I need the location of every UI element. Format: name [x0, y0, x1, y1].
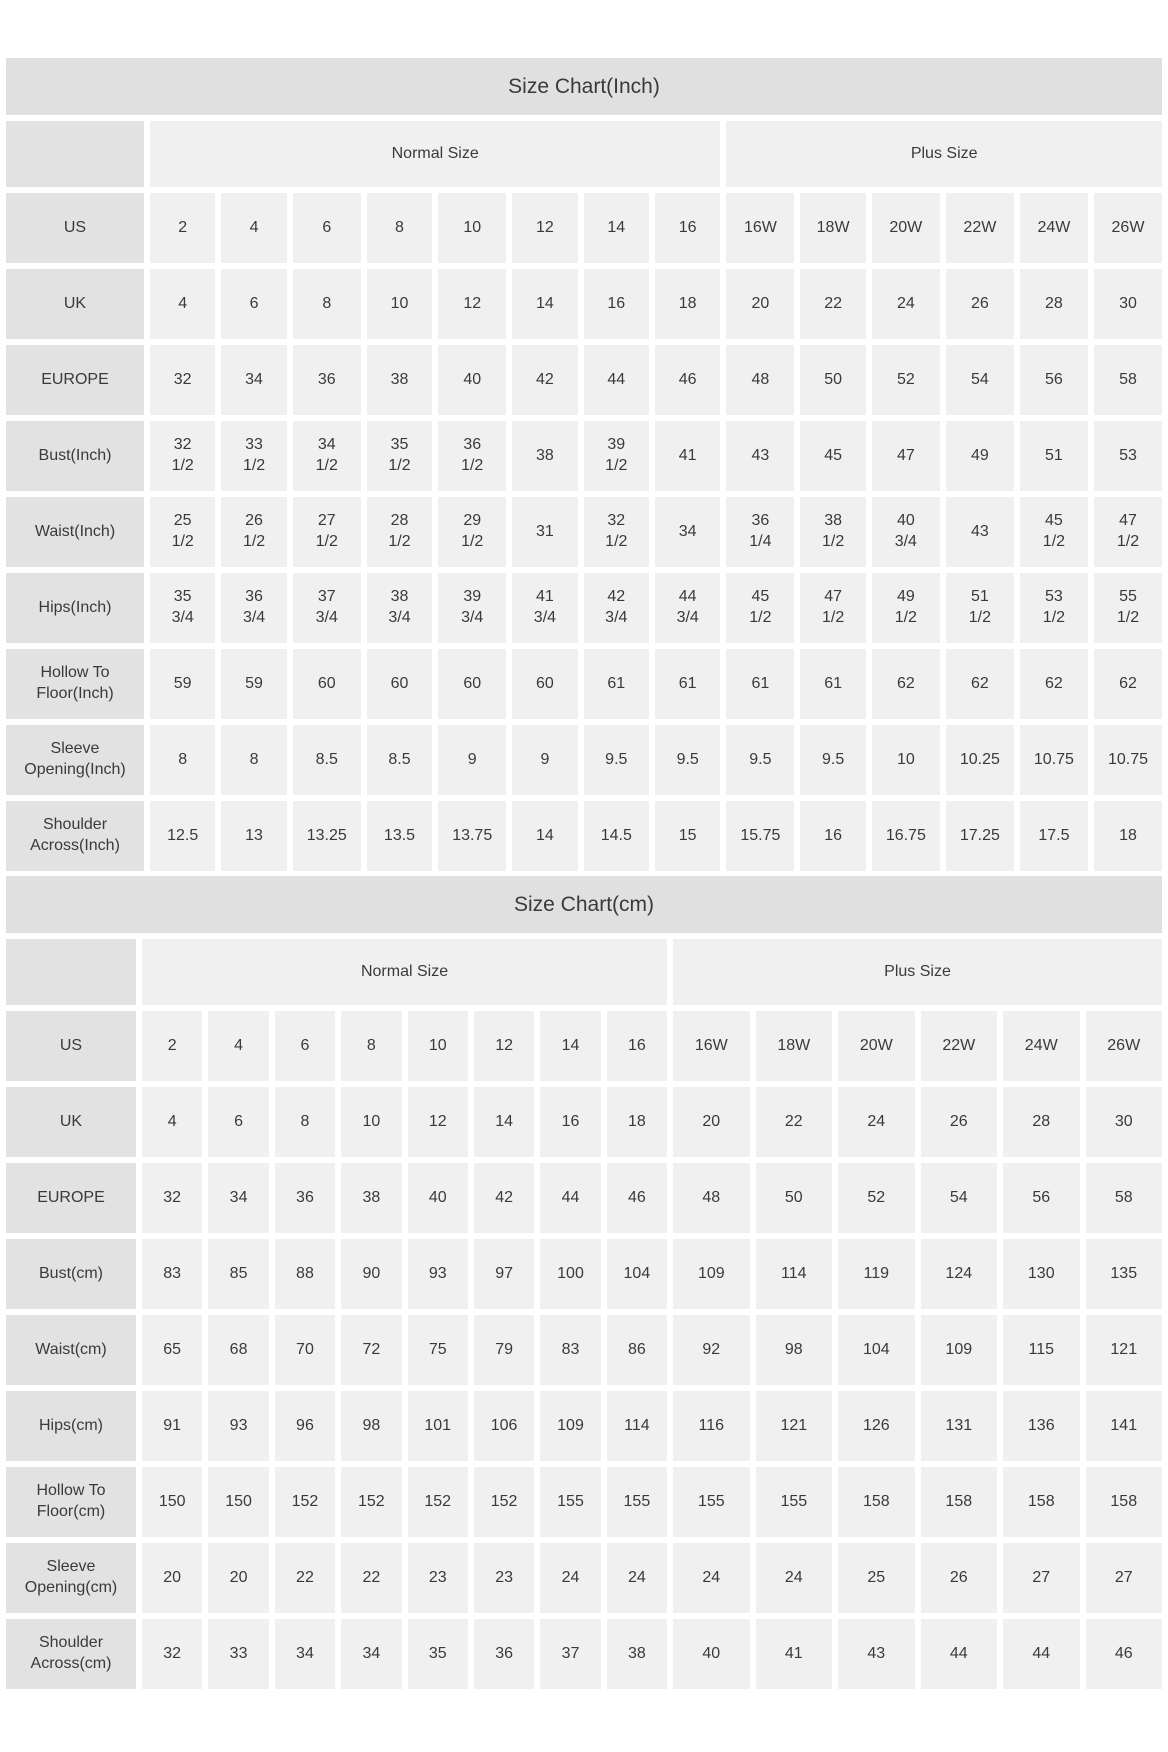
size-cell: 39 1/2 [584, 421, 649, 491]
size-cell: 59 [150, 649, 215, 719]
size-cell: 62 [1094, 649, 1162, 719]
size-cell: 26 [946, 269, 1014, 339]
size-cell: 152 [474, 1467, 534, 1537]
size-cell: 37 3/4 [293, 573, 361, 643]
size-cell: 26W [1086, 1011, 1162, 1081]
size-cell: 116 [673, 1391, 750, 1461]
size-cell: 10 [872, 725, 940, 795]
size-cell: 40 3/4 [872, 497, 940, 567]
size-cell: 10 [438, 193, 506, 263]
size-cell: 22 [756, 1087, 832, 1157]
size-cell: 20 [142, 1543, 202, 1613]
size-cell: 42 [474, 1163, 534, 1233]
size-cell: 10 [341, 1087, 401, 1157]
size-cell: 43 [726, 421, 794, 491]
size-table-cm [6, 939, 1162, 1689]
size-cell: 22 [341, 1543, 401, 1613]
row-label: US [6, 1011, 136, 1081]
size-cell: 4 [150, 269, 215, 339]
chart-title-inch: Size Chart(Inch) [6, 58, 1162, 115]
size-cell: 44 3/4 [655, 573, 720, 643]
size-cell: 32 1/2 [584, 497, 649, 567]
size-cell: 56 [1003, 1163, 1079, 1233]
size-cell: 150 [208, 1467, 268, 1537]
size-cell: 27 1/2 [293, 497, 361, 567]
size-cell: 152 [408, 1467, 468, 1537]
size-cell: 60 [512, 649, 577, 719]
size-cell: 61 [726, 649, 794, 719]
size-cell: 4 [208, 1011, 268, 1081]
size-cell: 41 [655, 421, 720, 491]
size-cell: 45 1/2 [726, 573, 794, 643]
size-cell: 8.5 [293, 725, 361, 795]
size-cell: 43 [946, 497, 1014, 567]
row-label: EUROPE [6, 1163, 136, 1233]
size-cell: 24W [1003, 1011, 1079, 1081]
size-cell: 51 1/2 [946, 573, 1014, 643]
size-cell: 34 [221, 345, 286, 415]
size-cell: 20 [726, 269, 794, 339]
size-cell: 45 [800, 421, 865, 491]
size-cell: 158 [838, 1467, 914, 1537]
size-cell: 62 [946, 649, 1014, 719]
row-label: Waist(Inch) [6, 497, 144, 567]
size-table-inch [6, 121, 1162, 871]
size-cell: 9.5 [584, 725, 649, 795]
size-cell: 36 1/4 [726, 497, 794, 567]
size-cell: 70 [275, 1315, 335, 1385]
row-label: Hips(Inch) [6, 573, 144, 643]
size-cell: 158 [921, 1467, 997, 1537]
size-cell: 10 [367, 269, 432, 339]
size-cell: 109 [921, 1315, 997, 1385]
size-cell: 6 [208, 1087, 268, 1157]
size-cell: 46 [655, 345, 720, 415]
size-cell: 26 [921, 1543, 997, 1613]
size-cell: 100 [540, 1239, 600, 1309]
size-cell: 18 [1094, 801, 1162, 871]
size-cell: 20W [838, 1011, 914, 1081]
size-cell: 10.75 [1020, 725, 1088, 795]
size-cell: 16 [607, 1011, 667, 1081]
size-cell: 52 [872, 345, 940, 415]
size-cell: 25 1/2 [150, 497, 215, 567]
size-cell: 44 [921, 1619, 997, 1689]
size-cell: 9.5 [726, 725, 794, 795]
size-cell: 14 [584, 193, 649, 263]
size-cell: 32 [142, 1163, 202, 1233]
size-cell: 41 [756, 1619, 832, 1689]
size-cell: 75 [408, 1315, 468, 1385]
size-cell: 14.5 [584, 801, 649, 871]
size-cell: 48 [726, 345, 794, 415]
size-cell: 62 [872, 649, 940, 719]
size-cell: 14 [540, 1011, 600, 1081]
size-cell: 141 [1086, 1391, 1162, 1461]
row-label: Hollow To Floor(cm) [6, 1467, 136, 1537]
size-cell: 10.75 [1094, 725, 1162, 795]
size-cell: 24 [756, 1543, 832, 1613]
size-cell: 55 1/2 [1094, 573, 1162, 643]
size-cell: 60 [367, 649, 432, 719]
size-cell: 26 [921, 1087, 997, 1157]
size-cell: 35 3/4 [150, 573, 215, 643]
row-label: US [6, 193, 144, 263]
size-cell: 79 [474, 1315, 534, 1385]
size-cell: 58 [1086, 1163, 1162, 1233]
size-chart-cm [6, 876, 1162, 1689]
size-cell: 61 [655, 649, 720, 719]
size-cell: 29 1/2 [438, 497, 506, 567]
row-label: UK [6, 1087, 136, 1157]
size-cell: 4 [142, 1087, 202, 1157]
size-cell: 38 [341, 1163, 401, 1233]
size-cell: 104 [838, 1315, 914, 1385]
chart-title-cm: Size Chart(cm) [6, 876, 1162, 933]
size-cell: 8 [275, 1087, 335, 1157]
size-cell: 18 [655, 269, 720, 339]
size-cell: 8 [221, 725, 286, 795]
size-cell: 33 [208, 1619, 268, 1689]
size-cell: 38 [607, 1619, 667, 1689]
size-cell: 2 [150, 193, 215, 263]
size-cell: 38 3/4 [367, 573, 432, 643]
size-cell: 8.5 [367, 725, 432, 795]
size-cell: 12 [512, 193, 577, 263]
size-cell: 16 [540, 1087, 600, 1157]
size-cell: 36 [293, 345, 361, 415]
size-cell: 35 [408, 1619, 468, 1689]
size-cell: 93 [208, 1391, 268, 1461]
size-cell: 24 [607, 1543, 667, 1613]
size-cell: 27 [1086, 1543, 1162, 1613]
size-cell: 47 1/2 [1094, 497, 1162, 567]
size-cell: 68 [208, 1315, 268, 1385]
size-cell: 38 1/2 [800, 497, 865, 567]
size-cell: 30 [1094, 269, 1162, 339]
size-cell: 54 [946, 345, 1014, 415]
size-cell: 38 [367, 345, 432, 415]
size-cell: 47 1/2 [800, 573, 865, 643]
size-cell: 98 [756, 1315, 832, 1385]
size-cell: 16 [800, 801, 865, 871]
size-cell: 46 [607, 1163, 667, 1233]
size-cell: 22W [921, 1011, 997, 1081]
page [0, 58, 1168, 1689]
size-cell: 13 [221, 801, 286, 871]
size-cell: 6 [293, 193, 361, 263]
size-cell: 124 [921, 1239, 997, 1309]
size-cell: 24 [540, 1543, 600, 1613]
size-cell: 36 1/2 [438, 421, 506, 491]
size-cell: 2 [142, 1011, 202, 1081]
size-cell: 23 [408, 1543, 468, 1613]
size-cell: 13.75 [438, 801, 506, 871]
size-cell: 16 [584, 269, 649, 339]
size-cell: 23 [474, 1543, 534, 1613]
size-cell: 43 [838, 1619, 914, 1689]
size-cell: 38 [512, 421, 577, 491]
size-cell: 9.5 [655, 725, 720, 795]
size-cell: 17.25 [946, 801, 1014, 871]
size-cell: 97 [474, 1239, 534, 1309]
size-cell: 109 [540, 1391, 600, 1461]
size-cell: 4 [221, 193, 286, 263]
row-label: Shoulder Across(cm) [6, 1619, 136, 1689]
size-cell: 101 [408, 1391, 468, 1461]
size-cell: 24W [1020, 193, 1088, 263]
row-label: EUROPE [6, 345, 144, 415]
size-cell: 41 3/4 [512, 573, 577, 643]
group-header-plus-size: Plus Size [673, 939, 1162, 1005]
corner-cell [6, 939, 136, 1005]
size-cell: 40 [408, 1163, 468, 1233]
size-cell: 48 [673, 1163, 750, 1233]
size-cell: 155 [540, 1467, 600, 1537]
size-cell: 158 [1086, 1467, 1162, 1537]
size-cell: 34 [655, 497, 720, 567]
size-cell: 54 [921, 1163, 997, 1233]
size-cell: 34 [341, 1619, 401, 1689]
row-label: Hips(cm) [6, 1391, 136, 1461]
size-cell: 10 [408, 1011, 468, 1081]
size-cell: 26W [1094, 193, 1162, 263]
size-cell: 31 [512, 497, 577, 567]
row-label: Shoulder Across(Inch) [6, 801, 144, 871]
size-cell: 150 [142, 1467, 202, 1537]
size-cell: 92 [673, 1315, 750, 1385]
size-cell: 53 [1094, 421, 1162, 491]
size-cell: 20 [673, 1087, 750, 1157]
size-cell: 40 [673, 1619, 750, 1689]
size-cell: 91 [142, 1391, 202, 1461]
size-cell: 32 [150, 345, 215, 415]
size-cell: 88 [275, 1239, 335, 1309]
size-cell: 121 [1086, 1315, 1162, 1385]
size-cell: 51 [1020, 421, 1088, 491]
size-cell: 65 [142, 1315, 202, 1385]
size-cell: 36 [275, 1163, 335, 1233]
size-cell: 9 [438, 725, 506, 795]
size-cell: 15 [655, 801, 720, 871]
size-cell: 152 [275, 1467, 335, 1537]
size-cell: 44 [1003, 1619, 1079, 1689]
size-cell: 93 [408, 1239, 468, 1309]
size-cell: 119 [838, 1239, 914, 1309]
size-cell: 90 [341, 1239, 401, 1309]
size-cell: 42 3/4 [584, 573, 649, 643]
size-cell: 28 1/2 [367, 497, 432, 567]
size-cell: 24 [872, 269, 940, 339]
size-cell: 20W [872, 193, 940, 263]
size-cell: 9.5 [800, 725, 865, 795]
size-cell: 12 [438, 269, 506, 339]
row-label: Waist(cm) [6, 1315, 136, 1385]
size-cell: 36 [474, 1619, 534, 1689]
size-cell: 16 [655, 193, 720, 263]
size-cell: 104 [607, 1239, 667, 1309]
group-header-normal-size: Normal Size [150, 121, 720, 187]
size-cell: 121 [756, 1391, 832, 1461]
size-cell: 114 [756, 1239, 832, 1309]
size-cell: 44 [540, 1163, 600, 1233]
size-cell: 16W [673, 1011, 750, 1081]
size-cell: 98 [341, 1391, 401, 1461]
size-cell: 22W [946, 193, 1014, 263]
size-cell: 40 [438, 345, 506, 415]
size-cell: 56 [1020, 345, 1088, 415]
size-cell: 6 [221, 269, 286, 339]
size-cell: 96 [275, 1391, 335, 1461]
row-label: Bust(Inch) [6, 421, 144, 491]
size-cell: 18W [800, 193, 865, 263]
size-cell: 61 [800, 649, 865, 719]
size-cell: 83 [142, 1239, 202, 1309]
size-cell: 47 [872, 421, 940, 491]
size-cell: 14 [512, 269, 577, 339]
size-cell: 34 1/2 [293, 421, 361, 491]
corner-cell [6, 121, 144, 187]
size-cell: 58 [1094, 345, 1162, 415]
size-cell: 60 [293, 649, 361, 719]
size-cell: 8 [341, 1011, 401, 1081]
size-cell: 18W [756, 1011, 832, 1081]
size-cell: 155 [673, 1467, 750, 1537]
size-cell: 14 [512, 801, 577, 871]
size-cell: 8 [367, 193, 432, 263]
size-cell: 32 1/2 [150, 421, 215, 491]
size-cell: 46 [1086, 1619, 1162, 1689]
size-cell: 85 [208, 1239, 268, 1309]
size-cell: 14 [474, 1087, 534, 1157]
size-cell: 12.5 [150, 801, 215, 871]
group-header-plus-size: Plus Size [726, 121, 1162, 187]
size-cell: 37 [540, 1619, 600, 1689]
size-cell: 52 [838, 1163, 914, 1233]
size-cell: 39 3/4 [438, 573, 506, 643]
size-cell: 130 [1003, 1239, 1079, 1309]
size-cell: 22 [275, 1543, 335, 1613]
size-cell: 28 [1020, 269, 1088, 339]
size-cell: 13.5 [367, 801, 432, 871]
size-cell: 24 [673, 1543, 750, 1613]
size-cell: 8 [293, 269, 361, 339]
size-cell: 32 [142, 1619, 202, 1689]
size-cell: 26 1/2 [221, 497, 286, 567]
size-cell: 106 [474, 1391, 534, 1461]
size-chart-inch [6, 58, 1162, 871]
size-cell: 59 [221, 649, 286, 719]
size-cell: 13.25 [293, 801, 361, 871]
row-label: Hollow To Floor(Inch) [6, 649, 144, 719]
size-cell: 15.75 [726, 801, 794, 871]
size-cell: 114 [607, 1391, 667, 1461]
size-cell: 24 [838, 1087, 914, 1157]
size-cell: 25 [838, 1543, 914, 1613]
size-cell: 6 [275, 1011, 335, 1081]
size-cell: 16.75 [872, 801, 940, 871]
size-cell: 155 [607, 1467, 667, 1537]
size-cell: 9 [512, 725, 577, 795]
size-cell: 10.25 [946, 725, 1014, 795]
size-cell: 34 [275, 1619, 335, 1689]
size-cell: 28 [1003, 1087, 1079, 1157]
size-cell: 115 [1003, 1315, 1079, 1385]
size-cell: 50 [800, 345, 865, 415]
size-cell: 12 [408, 1087, 468, 1157]
size-cell: 61 [584, 649, 649, 719]
size-cell: 22 [800, 269, 865, 339]
size-cell: 86 [607, 1315, 667, 1385]
size-cell: 49 1/2 [872, 573, 940, 643]
size-cell: 83 [540, 1315, 600, 1385]
size-cell: 20 [208, 1543, 268, 1613]
size-cell: 45 1/2 [1020, 497, 1088, 567]
size-cell: 60 [438, 649, 506, 719]
row-label: UK [6, 269, 144, 339]
size-cell: 50 [756, 1163, 832, 1233]
size-cell: 131 [921, 1391, 997, 1461]
row-label: Bust(cm) [6, 1239, 136, 1309]
size-cell: 35 1/2 [367, 421, 432, 491]
size-cell: 44 [584, 345, 649, 415]
row-label: Sleeve Opening(Inch) [6, 725, 144, 795]
size-cell: 72 [341, 1315, 401, 1385]
size-cell: 42 [512, 345, 577, 415]
size-cell: 152 [341, 1467, 401, 1537]
size-cell: 155 [756, 1467, 832, 1537]
size-cell: 62 [1020, 649, 1088, 719]
group-header-normal-size: Normal Size [142, 939, 667, 1005]
row-label: Sleeve Opening(cm) [6, 1543, 136, 1613]
size-cell: 16W [726, 193, 794, 263]
size-cell: 8 [150, 725, 215, 795]
size-cell: 53 1/2 [1020, 573, 1088, 643]
size-cell: 49 [946, 421, 1014, 491]
size-cell: 34 [208, 1163, 268, 1233]
size-cell: 126 [838, 1391, 914, 1461]
size-cell: 136 [1003, 1391, 1079, 1461]
size-cell: 18 [607, 1087, 667, 1157]
size-cell: 158 [1003, 1467, 1079, 1537]
size-cell: 12 [474, 1011, 534, 1081]
size-cell: 30 [1086, 1087, 1162, 1157]
size-cell: 17.5 [1020, 801, 1088, 871]
size-cell: 36 3/4 [221, 573, 286, 643]
size-cell: 27 [1003, 1543, 1079, 1613]
size-cell: 33 1/2 [221, 421, 286, 491]
size-cell: 135 [1086, 1239, 1162, 1309]
size-cell: 109 [673, 1239, 750, 1309]
